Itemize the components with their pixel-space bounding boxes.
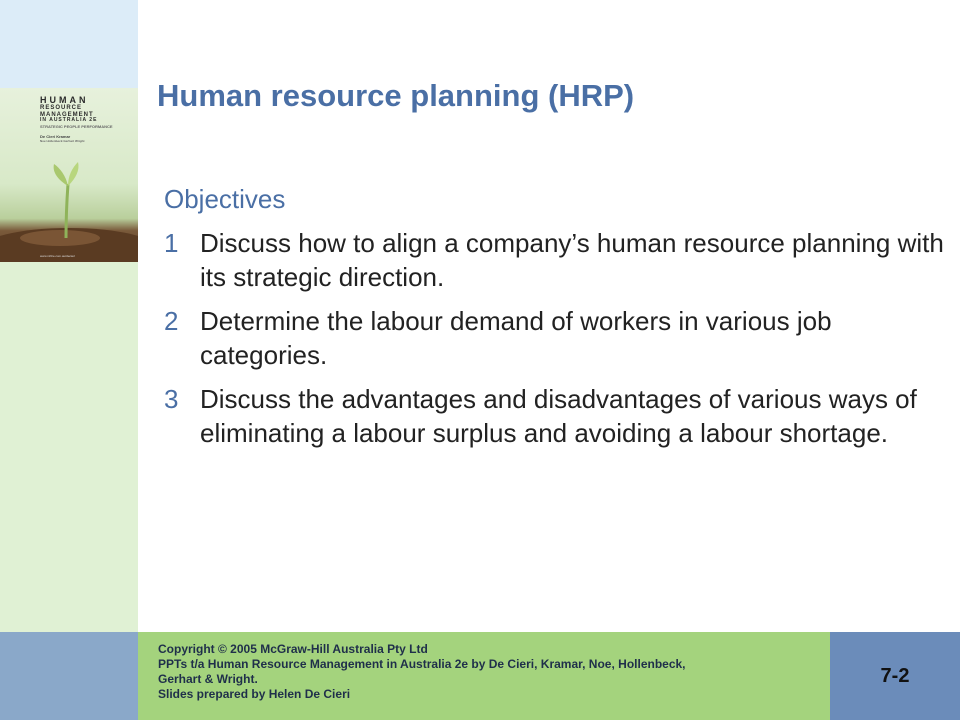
cover-authors-2: Noe Hollenbeck Gerhart Wright bbox=[40, 138, 85, 143]
footer-copyright bbox=[158, 642, 686, 702]
sidebar-top-panel bbox=[0, 0, 138, 88]
objective-text: Determine the labour demand of workers in various job categories. bbox=[200, 306, 832, 370]
cover-title-line2: RESOURCE bbox=[40, 105, 83, 112]
objective-item bbox=[164, 304, 944, 372]
footer-line: PPTs t/a Human Resource Management in Australia 2e by De Cieri, Kramar, Noe, Hollenbeck, bbox=[158, 657, 686, 671]
slide-content bbox=[164, 182, 944, 460]
footer-left-block bbox=[0, 632, 138, 720]
cover-title-line4: IN AUSTRALIA 2E bbox=[40, 117, 98, 124]
book-cover-image bbox=[0, 88, 138, 262]
cover-subtitle: STRATEGIC PEOPLE PERFORMANCE bbox=[40, 124, 113, 130]
objective-number: 1 bbox=[164, 228, 179, 258]
objective-text: Discuss the advantages and disadvantages of various ways of eliminating a labour surplus and avoiding a labour shortage. bbox=[200, 384, 917, 448]
footer-line: Slides prepared by Helen De Cieri bbox=[158, 687, 351, 701]
objective-text: Discuss how to align a company’s human resource planning with its strategic direction. bbox=[200, 228, 944, 292]
cover-url: www.mhhe.com.au/decieri bbox=[40, 254, 76, 258]
cover-title-line3: MANAGEMENT bbox=[40, 111, 94, 118]
sidebar-bottom-panel bbox=[0, 262, 138, 632]
cover-title-line1: HUMAN bbox=[40, 95, 89, 105]
cover-authors: De Cieri Kramar bbox=[40, 134, 71, 140]
objective-item bbox=[164, 226, 944, 294]
objective-item bbox=[164, 382, 944, 450]
footer-line: Gerhart & Wright. bbox=[158, 672, 258, 686]
footer-line: Copyright © 2005 McGraw-Hill Australia Pty Ltd bbox=[158, 642, 428, 656]
cover-title bbox=[40, 96, 134, 143]
slide-title: Human resource planning (HRP) bbox=[157, 78, 635, 113]
slide-number: 7-2 bbox=[880, 664, 910, 687]
objective-number: 3 bbox=[164, 384, 179, 414]
objectives-heading: Objectives bbox=[164, 184, 286, 214]
objective-number: 2 bbox=[164, 306, 179, 336]
